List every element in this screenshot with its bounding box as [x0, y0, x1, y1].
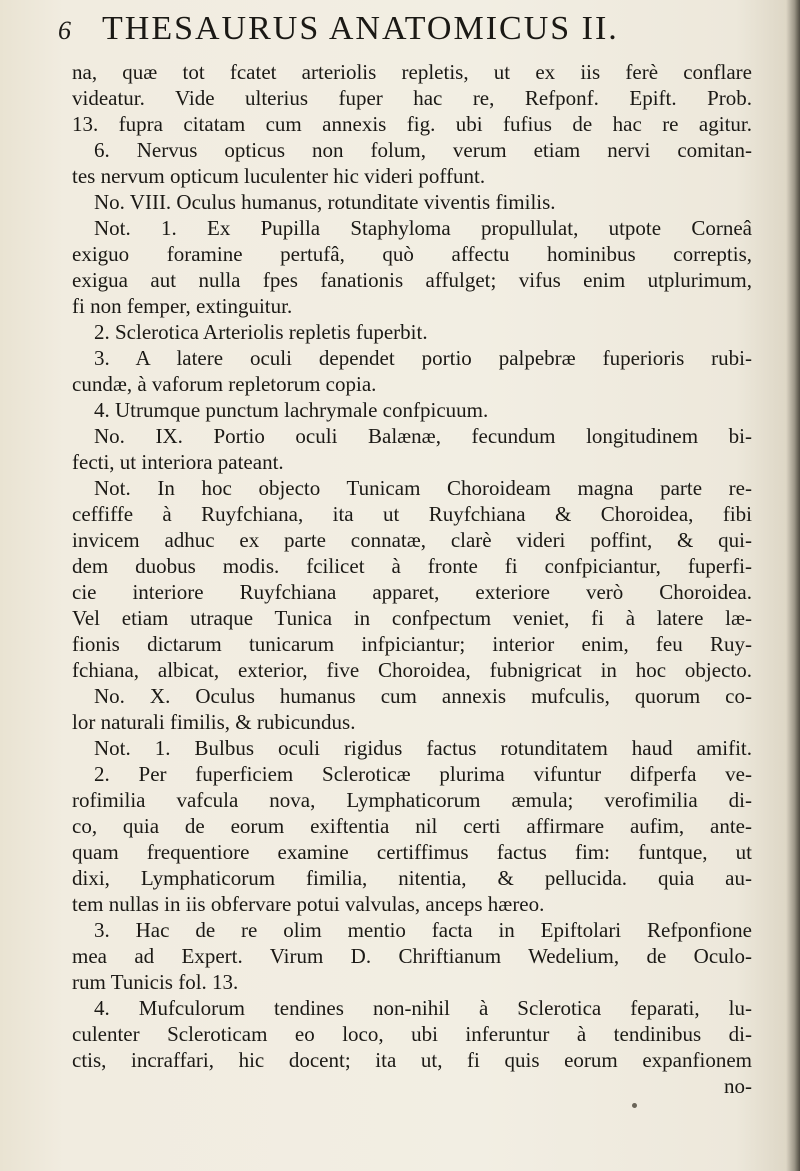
text-line: 3. A latere oculi dependet portio palpebræ fuperioris rubi-: [94, 346, 752, 370]
text-line: tem nullas in iis obfervare potui valvulas, anceps hæreo.: [72, 892, 545, 916]
text-line: fchiana, albicat, exterior, five Choroidea, fubnigricat in hoc objecto.: [72, 658, 752, 682]
text-line: exigua aut nulla fpes fanationis affulget; vifus enim utplurimum,: [72, 268, 752, 292]
text-line: dem duobus modis. fcilicet à fronte fi confpiciantur, fuperfi-: [72, 554, 752, 578]
text-line: No. VIII. Oculus humanus, rotunditate viventis fimilis.: [94, 190, 556, 214]
text-line: videatur. Vide ulterius fuper hac re, Refponf. Epift. Prob.: [72, 86, 752, 110]
text-line: 13. fupra citatam cum annexis fig. ubi fufius de hac re agitur.: [72, 112, 752, 136]
page-header: [58, 4, 758, 52]
text-line: Not. 1. Ex Pupilla Staphyloma propullulat, utpote Corneâ: [94, 216, 752, 240]
text-line: rum Tunicis fol. 13.: [72, 970, 239, 994]
text-line: ceffiffe à Ruyfchiana, ita ut Ruyfchiana & Choroidea, fibi: [72, 502, 752, 526]
text-line: 4. Utrumque punctum lachrymale confpicuum.: [94, 398, 489, 422]
text-line: fi non femper, extinguitur.: [72, 294, 293, 318]
text-line: Not. In hoc objecto Tunicam Choroideam magna parte re-: [94, 476, 752, 500]
body-text: [72, 59, 752, 1099]
page-edge-shadow: [786, 0, 800, 1171]
text-line: cie interiore Ruyfchiana apparet, exteriore verò Choroidea.: [72, 580, 752, 604]
text-line: cundæ, à vaforum repletorum copia.: [72, 372, 377, 396]
text-line: quam frequentiore examine certiffimus factus fim: funtque, ut: [72, 840, 752, 864]
ink-speck: [632, 1103, 637, 1108]
text-line: Not. 1. Bulbus oculi rigidus factus rotunditatem haud amifit.: [94, 736, 752, 760]
text-line: 4. Mufculorum tendines non-nihil à Sclerotica feparati, lu-: [94, 996, 752, 1020]
text-line: exiguo foramine pertufâ, quò affectu hominibus correptis,: [72, 242, 752, 266]
text-line: culenter Scleroticam eo loco, ubi inferuntur à tendinibus di-: [72, 1022, 752, 1046]
text-line: tes nervum opticum luculenter hic videri poffunt.: [72, 164, 486, 188]
text-line: 2. Per fuperficiem Scleroticæ plurima vifuntur difperfa ve-: [94, 762, 752, 786]
text-line: No. X. Oculus humanus cum annexis mufculis, quorum co-: [94, 684, 752, 708]
text-line: dixi, Lymphaticorum fimilia, nitentia, & pellucida. quia au-: [72, 866, 752, 890]
text-line: 2. Sclerotica Arteriolis repletis fuperbit.: [94, 320, 428, 344]
text-line: fionis dictarum tunicarum infpiciantur; interior enim, feu Ruy-: [72, 632, 752, 656]
text-line: invicem adhuc ex parte connatæ, clarè videri poffint, & qui-: [72, 528, 752, 552]
text-line: 6. Nervus opticus non folum, verum etiam nervi comitan-: [94, 138, 752, 162]
text-line: 3. Hac de re olim mentio facta in Epiftolari Refponfione: [94, 918, 752, 942]
text-line: No. IX. Portio oculi Balænæ, fecundum longitudinem bi-: [94, 424, 752, 448]
text-line: co, quia de eorum exiftentia nil certi affirmare aufim, ante-: [72, 814, 752, 838]
text-line: mea ad Expert. Virum D. Chriftianum Wedelium, de Oculo-: [72, 944, 752, 968]
page-number: 6: [58, 16, 71, 45]
text-line: lor naturali fimilis, & rubicundus.: [72, 710, 356, 734]
text-line: rofimilia vafcula nova, Lymphaticorum æmula; verofimilia di-: [72, 788, 752, 812]
text-line: ctis, incraffari, hic docent; ita ut, fi quis eorum expanfionem: [72, 1048, 752, 1072]
running-title: THESAURUS ANATOMICUS II.: [102, 10, 619, 47]
text-line: fecti, ut interiora pateant.: [72, 450, 284, 474]
catchword: no-: [724, 1074, 752, 1098]
text-line: Vel etiam utraque Tunica in confpectum veniet, fi à latere læ-: [72, 606, 752, 630]
text-line: na, quæ tot fcatet arteriolis repletis, ut ex iis ferè conflare: [72, 60, 752, 84]
